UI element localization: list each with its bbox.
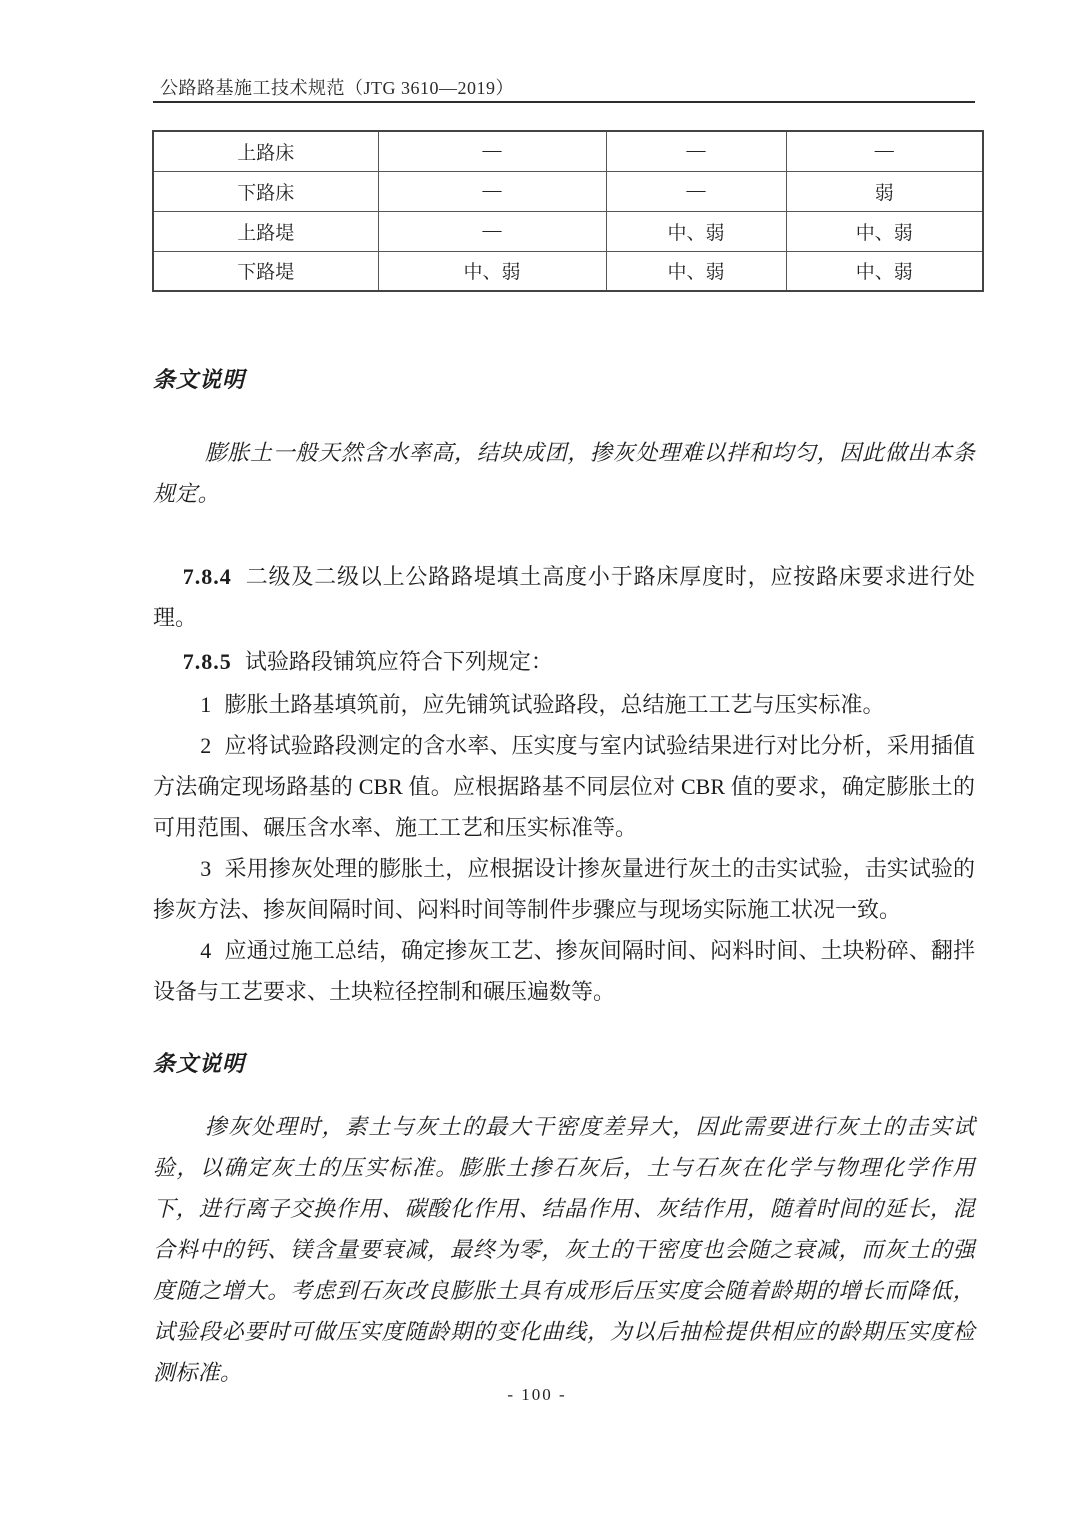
page-header-title: 公路路基施工技术规范（JTG 3610—2019） xyxy=(160,78,514,98)
list-item-4 xyxy=(153,930,975,1012)
table-row-label: 上路堤 xyxy=(153,211,378,251)
table-cell: — xyxy=(786,131,983,171)
table-cell: 弱 xyxy=(786,171,983,211)
commentary-heading-1: 条文说明 xyxy=(153,367,246,392)
table-row xyxy=(153,211,983,251)
clause-7-8-4 xyxy=(153,556,975,638)
table-cell: 中、弱 xyxy=(606,211,786,251)
table-cell: — xyxy=(378,131,606,171)
item-text: 应通过施工总结，确定掺灰工艺、掺灰间隔时间、闷料时间、土块粉碎、翻拌设备与工艺要求、土块粒径控制和碾压遍数等。 xyxy=(153,938,975,1004)
clause-text: 二级及二级以上公路路堤填土高度小于路床厚度时，应按路床要求进行处理。 xyxy=(153,564,975,630)
commentary-paragraph-1: 膨胀土一般天然含水率高，结块成团，掺灰处理难以拌和均匀，因此做出本条规定。 xyxy=(153,440,975,506)
item-number: 3 xyxy=(200,856,212,881)
table-row xyxy=(153,251,983,291)
table-cell: — xyxy=(606,131,786,171)
table-cell: 中、弱 xyxy=(786,211,983,251)
table-cell: 中、弱 xyxy=(378,251,606,291)
table-cell: — xyxy=(378,211,606,251)
header-rule xyxy=(153,101,975,103)
commentary-paragraph-2: 掺灰处理时，素土与灰土的最大干密度差异大，因此需要进行灰土的击实试验，以确定灰土的压实标准。膨胀土掺石灰后，土与石灰在化学与物理化学作用下，进行离子交换作用、碳酸化作用、结晶作用、灰结作用，随着时间的延长，混合料中的钙、镁含量要衰减，最终为零，灰土的干密度也会随之衰减，而灰土的强度随之增大。考虑到石灰改良膨胀土具有成形后压实度会随着龄期的增长而降低，试验段必要时可做压实度随龄期的变化曲线，为以后抽检提供相应的龄期压实度检测标准。 xyxy=(153,1114,975,1385)
table-cell: 中、弱 xyxy=(786,251,983,291)
item-text: 膨胀土路基填筑前，应先铺筑试验路段，总结施工工艺与压实标准。 xyxy=(224,692,885,717)
table-cell: — xyxy=(606,171,786,211)
list-item-2 xyxy=(153,725,975,848)
item-number: 4 xyxy=(200,938,212,963)
item-text: 采用掺灰处理的膨胀土，应根据设计掺灰量进行灰土的击实试验，击实试验的掺灰方法、掺灰间隔时间、闷料时间等制件步骤应与现场实际施工状况一致。 xyxy=(153,856,975,922)
item-number: 2 xyxy=(200,733,212,758)
table-row-label: 下路床 xyxy=(153,171,378,211)
list-item-3 xyxy=(153,848,975,930)
table-row-label: 上路床 xyxy=(153,131,378,171)
commentary-heading-2: 条文说明 xyxy=(153,1051,246,1076)
table-row xyxy=(153,131,983,171)
list-item-1 xyxy=(153,684,975,725)
table-cell: 中、弱 xyxy=(606,251,786,291)
page-number: - 100 - xyxy=(507,1385,567,1404)
table-row xyxy=(153,171,983,211)
item-text: 应将试验路段测定的含水率、压实度与室内试验结果进行对比分析，采用插值方法确定现场路基的 CBR 值。应根据路基不同层位对 CBR 值的要求，确定膨胀土的可用范围、碾压含水率、施工工艺和压实标准等。 xyxy=(153,733,975,840)
embankment-zone-table xyxy=(152,130,984,292)
clause-text: 试验路段铺筑应符合下列规定： xyxy=(244,649,553,674)
item-number: 1 xyxy=(200,692,212,717)
clause-number: 7.8.5 xyxy=(182,649,232,674)
table-row-label: 下路堤 xyxy=(153,251,378,291)
clause-7-8-5 xyxy=(153,641,975,682)
clause-number: 7.8.4 xyxy=(182,564,232,589)
table-cell: — xyxy=(378,171,606,211)
